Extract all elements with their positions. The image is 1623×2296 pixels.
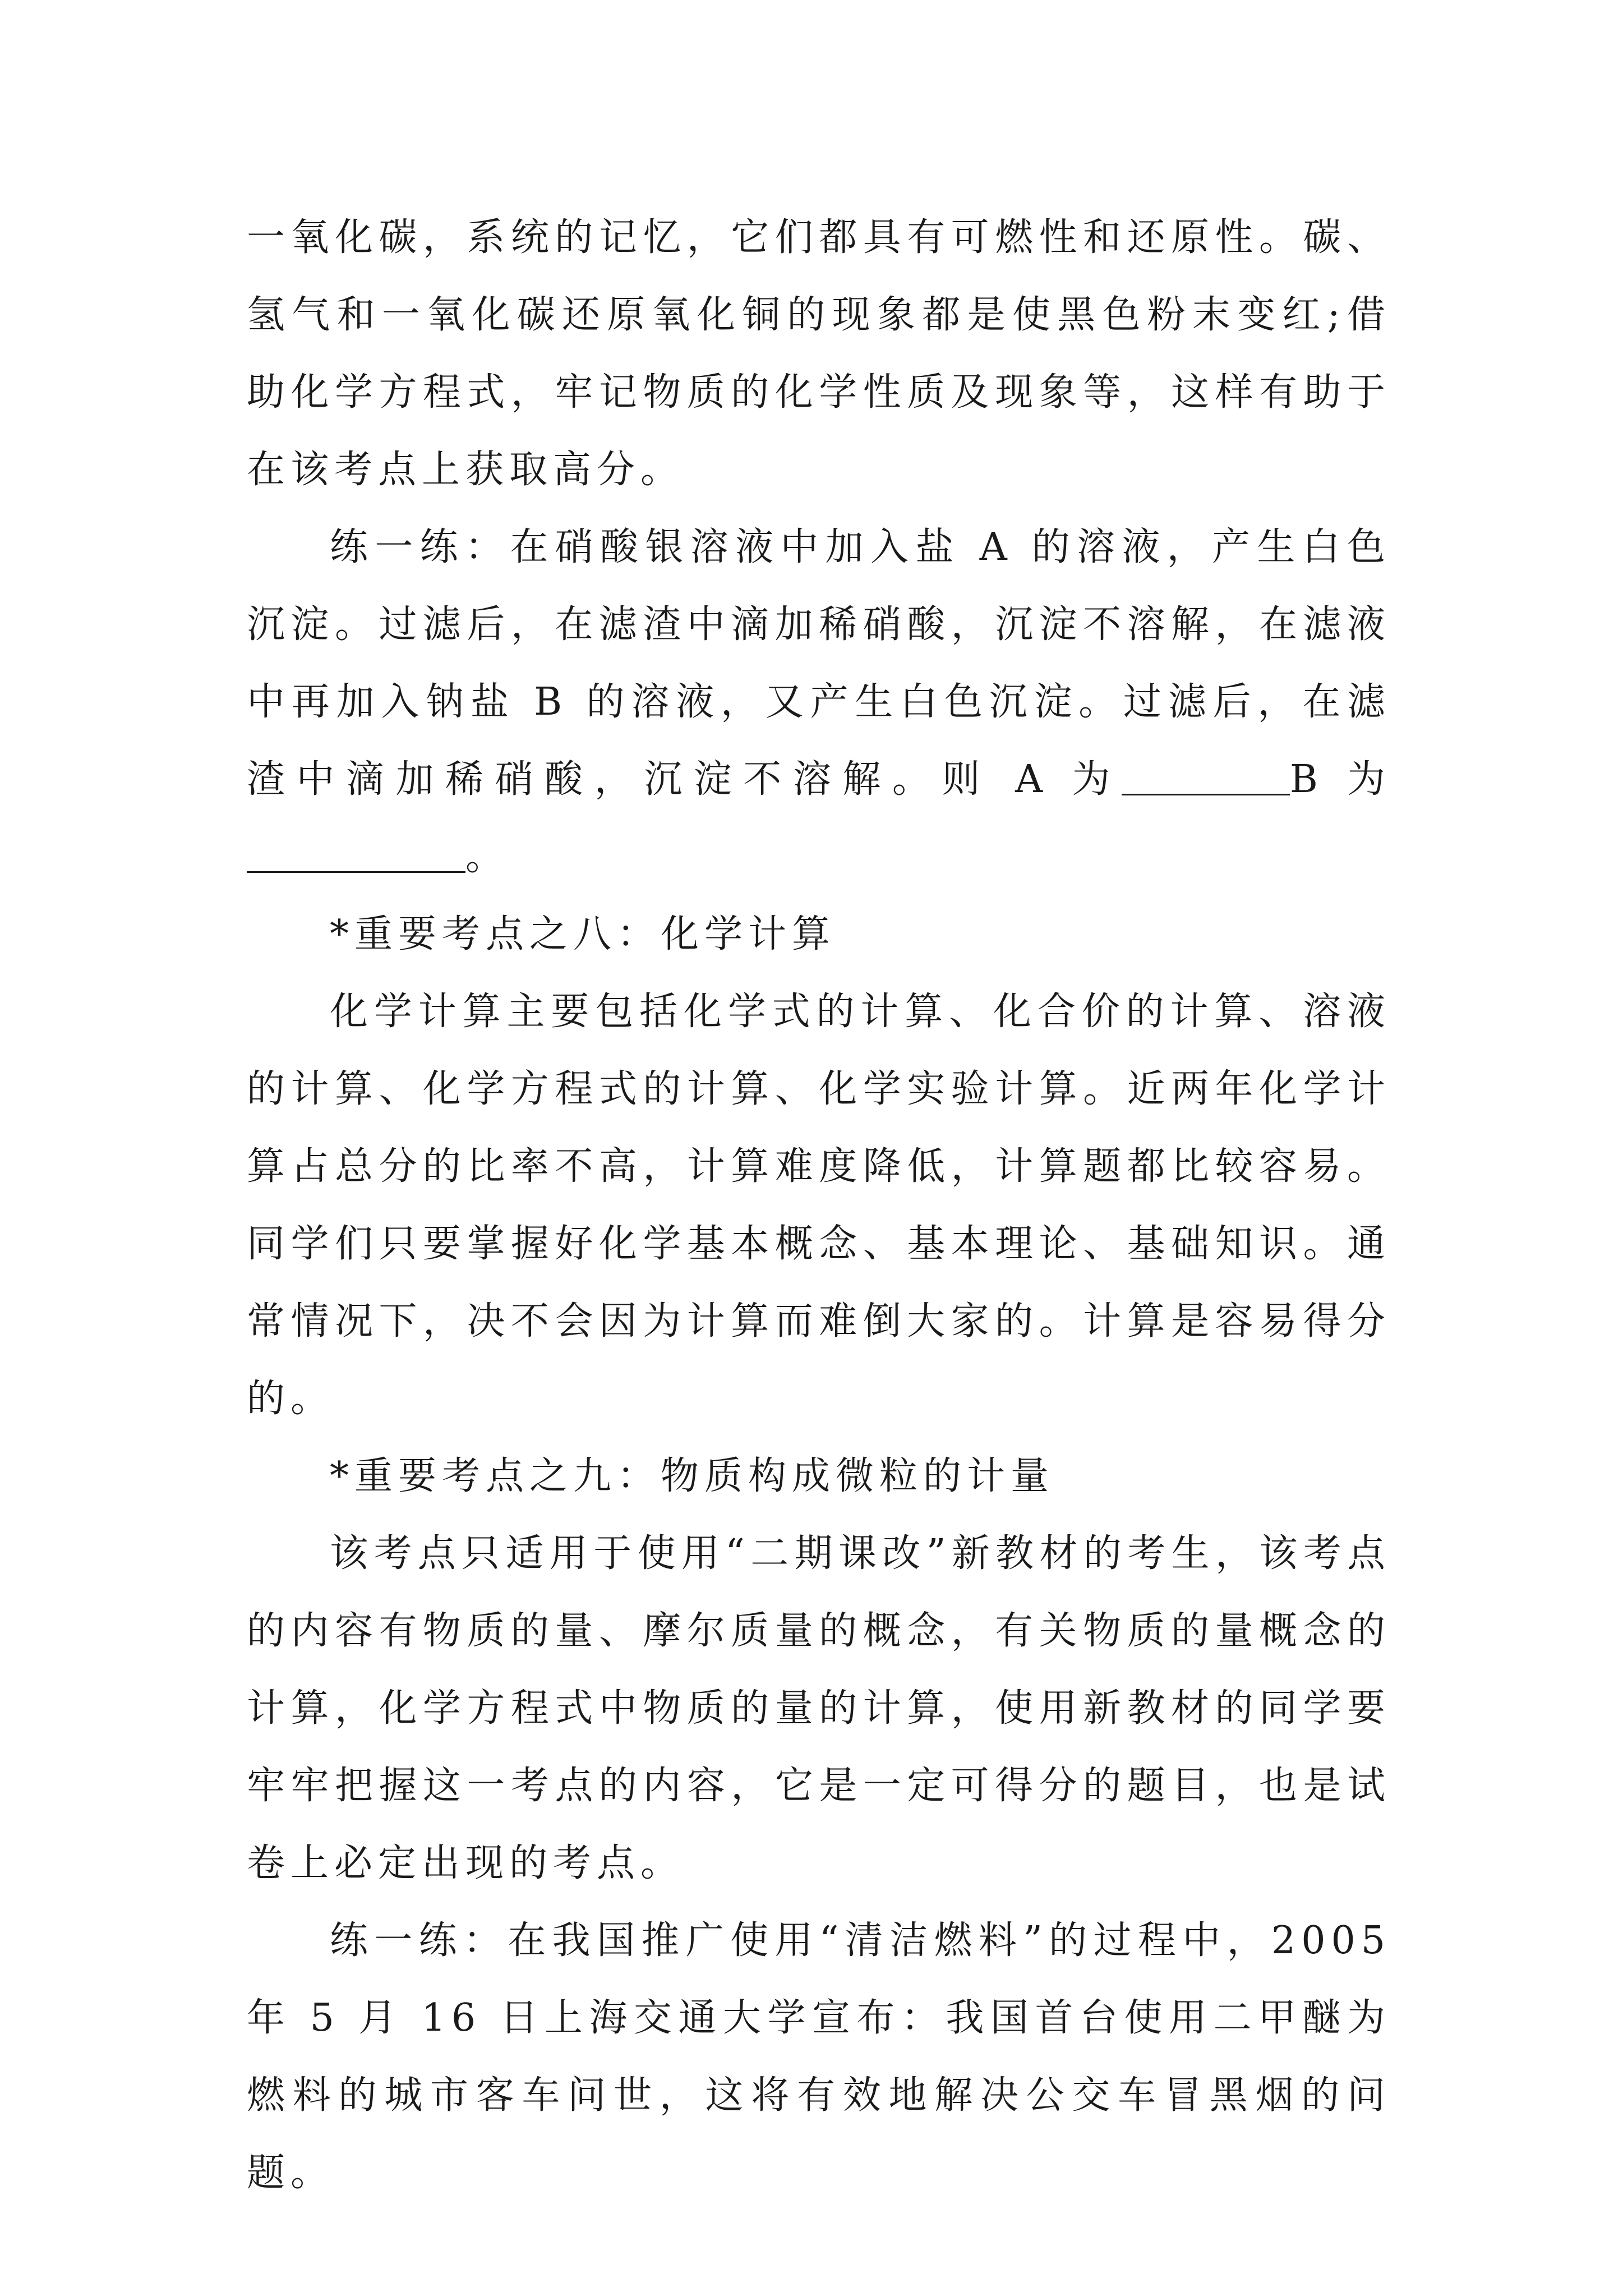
heading-key-point-9: *重要考点之九：物质构成微粒的计量 — [330, 1454, 1055, 1498]
paragraph-exercise-silver-nitrate — [247, 509, 1391, 896]
exercise-text: 练一练：在硝酸银溶液中加入盐 A 的溶液，产生白色沉淀。过滤后，在滤渣中滴加稀硝酸，沉淀不溶解，在滤液中再加入钠盐 B 的溶液，又产生白色沉淀。过滤后，在滤渣中滴加稀硝酸，沉淀不溶解。则 A 为 — [247, 525, 1391, 802]
paragraph-exercise-clean-fuel: 练一练：在我国推广使用“清洁燃料”的过程中，2005 年 5 月 16 日上海交通大学宣布：我国首台使用二甲醚为燃料的城市客车问世，这将有效地解决公交车冒黑烟的问题。 — [247, 1918, 1391, 2195]
exercise-text-end: 。 — [465, 835, 510, 879]
paragraph-reduction-summary: 一氧化碳，系统的记忆，它们都具有可燃性和还原性。碳、氢气和一氧化碳还原氧化铜的现象都是使黑色粉末变红;借助化学方程式，牢记物质的化学性质及现象等，这样有助于在该考点上获取高分。 — [247, 215, 1391, 492]
exercise-text-b: B 为 — [1289, 757, 1391, 802]
heading-key-point-8: *重要考点之八：化学计算 — [330, 912, 836, 956]
paragraph-particle-measurement: 该考点只适用于使用“二期课改”新教材的考生，该考点的内容有物质的量、摩尔质量的概念，有关物质的量概念的计算，化学方程式中物质的量的计算，使用新教材的同学要牢牢把握这一考点的内容，它是一定可得分的题目，也是试卷上必定出现的考点。 — [247, 1531, 1391, 1885]
paragraph-chemical-calculation: 化学计算主要包括化学式的计算、化合价的计算、溶液的计算、化学方程式的计算、化学实验计算。近两年化学计算占总分的比率不高，计算难度降低，计算题都比较容易。同学们只要掌握好化学基本概念、基本理论、基础知识。通常情况下，决不会因为计算而难倒大家的。计算是容易得分的。 — [247, 990, 1391, 1421]
answer-blank-a[interactable] — [1122, 760, 1290, 795]
document-body — [247, 199, 1391, 2212]
answer-blank-b[interactable] — [247, 838, 465, 873]
